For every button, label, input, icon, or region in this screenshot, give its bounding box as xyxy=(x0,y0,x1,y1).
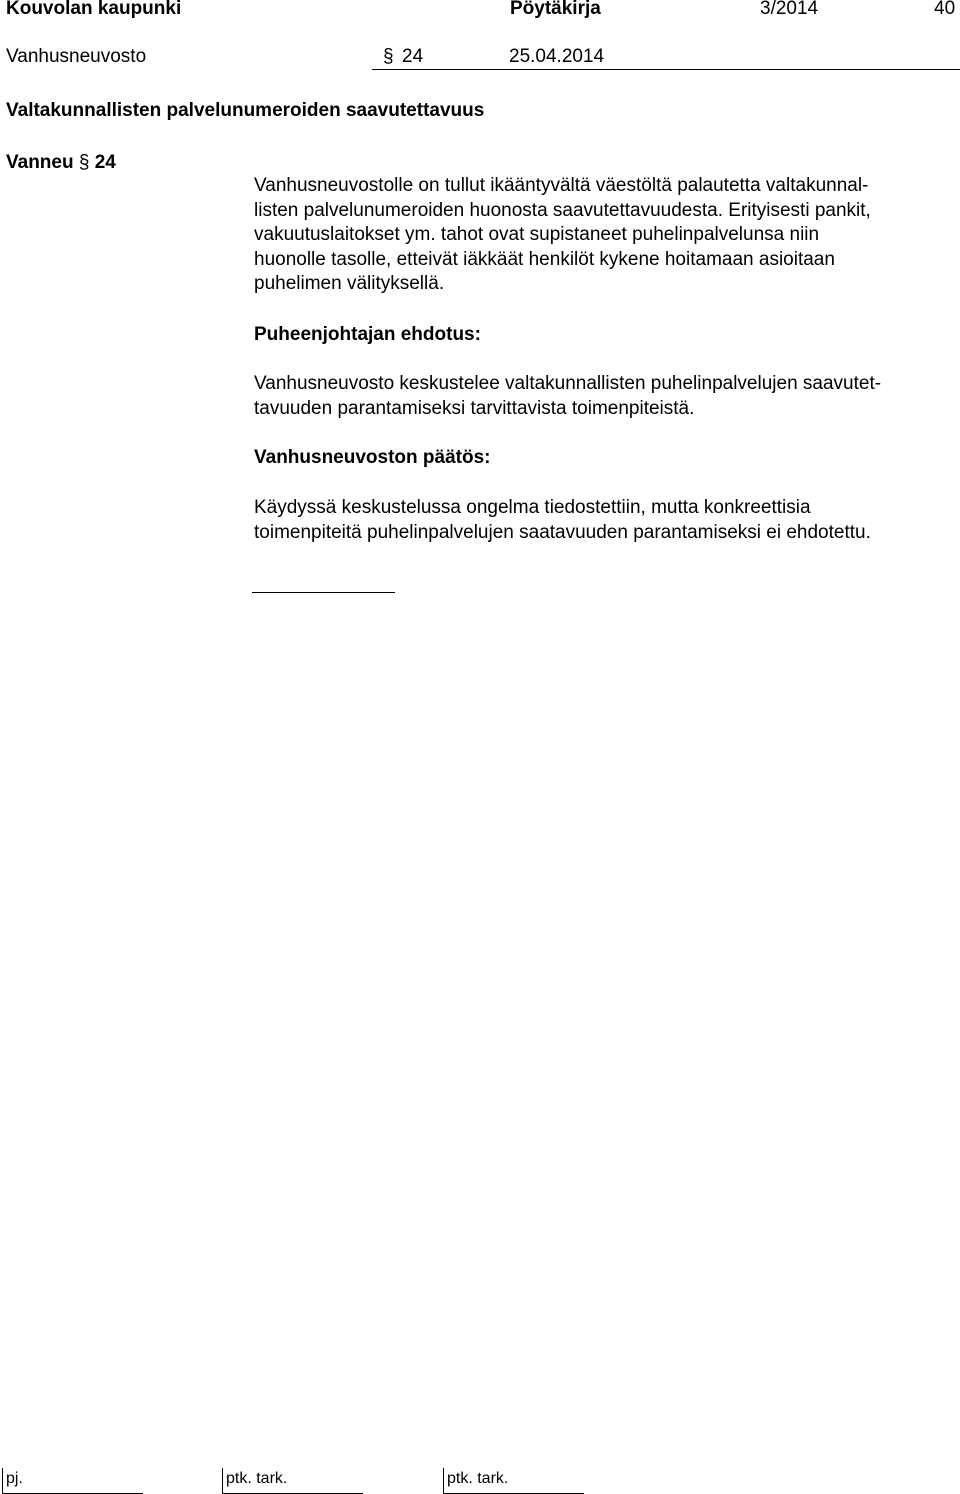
section-symbol: § xyxy=(383,46,394,67)
body-paragraph xyxy=(254,174,944,297)
decision-line: toimenpiteitä puhelinpalvelujen saatavuuden parantamiseksi ei ehdotettu. xyxy=(254,521,871,543)
proposal-line: Vanhusneuvosto keskustelee valtakunnallisten puhelinpalvelujen saavutet- xyxy=(254,373,882,394)
page-title: Valtakunnallisten palvelunumeroiden saavutettavuus xyxy=(6,100,485,121)
proposal-paragraph xyxy=(254,372,944,421)
section-label: Vanneu xyxy=(6,152,74,173)
issue-number: 3/2014 xyxy=(760,0,819,19)
closing-line xyxy=(252,592,395,593)
decision-heading: Vanhusneuvoston päätös: xyxy=(254,447,491,468)
body-line: vakuutuslaitokset ym. tahot ovat supistaneet puhelinpalvelunsa niin xyxy=(254,224,820,245)
header-rule xyxy=(372,69,960,70)
section-ref-number: 24 xyxy=(94,152,116,173)
meeting-date: 25.04.2014 xyxy=(509,46,605,67)
document-type: Pöytäkirja xyxy=(510,0,601,19)
organization-name: Kouvolan kaupunki xyxy=(6,0,182,19)
proposal-line: tavuuden parantamiseksi tarvittavista toimenpiteistä. xyxy=(254,397,695,419)
decision-paragraph xyxy=(254,496,944,545)
section-number: 24 xyxy=(402,46,424,67)
body-line: huonolle tasolle, etteivät iäkkäät henkilöt kykene hoitamaan asioitaan xyxy=(254,248,835,270)
checker-1-label: ptk. tark. xyxy=(226,1470,288,1487)
body-line: listen palvelunumeroiden huonosta saavutettavuudesta. Erityisesti pankit, xyxy=(254,199,871,221)
checker-2-initials-box xyxy=(443,1468,584,1494)
chair-initials-box xyxy=(2,1468,143,1494)
body-line: puhelimen välityksellä. xyxy=(254,273,445,294)
checker-1-initials-box xyxy=(222,1468,363,1494)
body-line: Vanhusneuvostolle on tullut ikääntyvältä väestöltä palautetta valtakunnal- xyxy=(254,175,869,196)
proposal-heading: Puheenjohtajan ehdotus: xyxy=(254,324,481,345)
page-number: 40 xyxy=(934,0,956,19)
section-reference xyxy=(6,152,116,174)
checker-2-label: ptk. tark. xyxy=(447,1470,509,1487)
body-name: Vanhusneuvosto xyxy=(6,46,147,67)
decision-line: Käydyssä keskustelussa ongelma tiedostettiin, mutta konkreettisia xyxy=(254,497,811,518)
section-ref-symbol: § xyxy=(78,152,90,173)
chair-initials-label: pj. xyxy=(6,1470,23,1487)
